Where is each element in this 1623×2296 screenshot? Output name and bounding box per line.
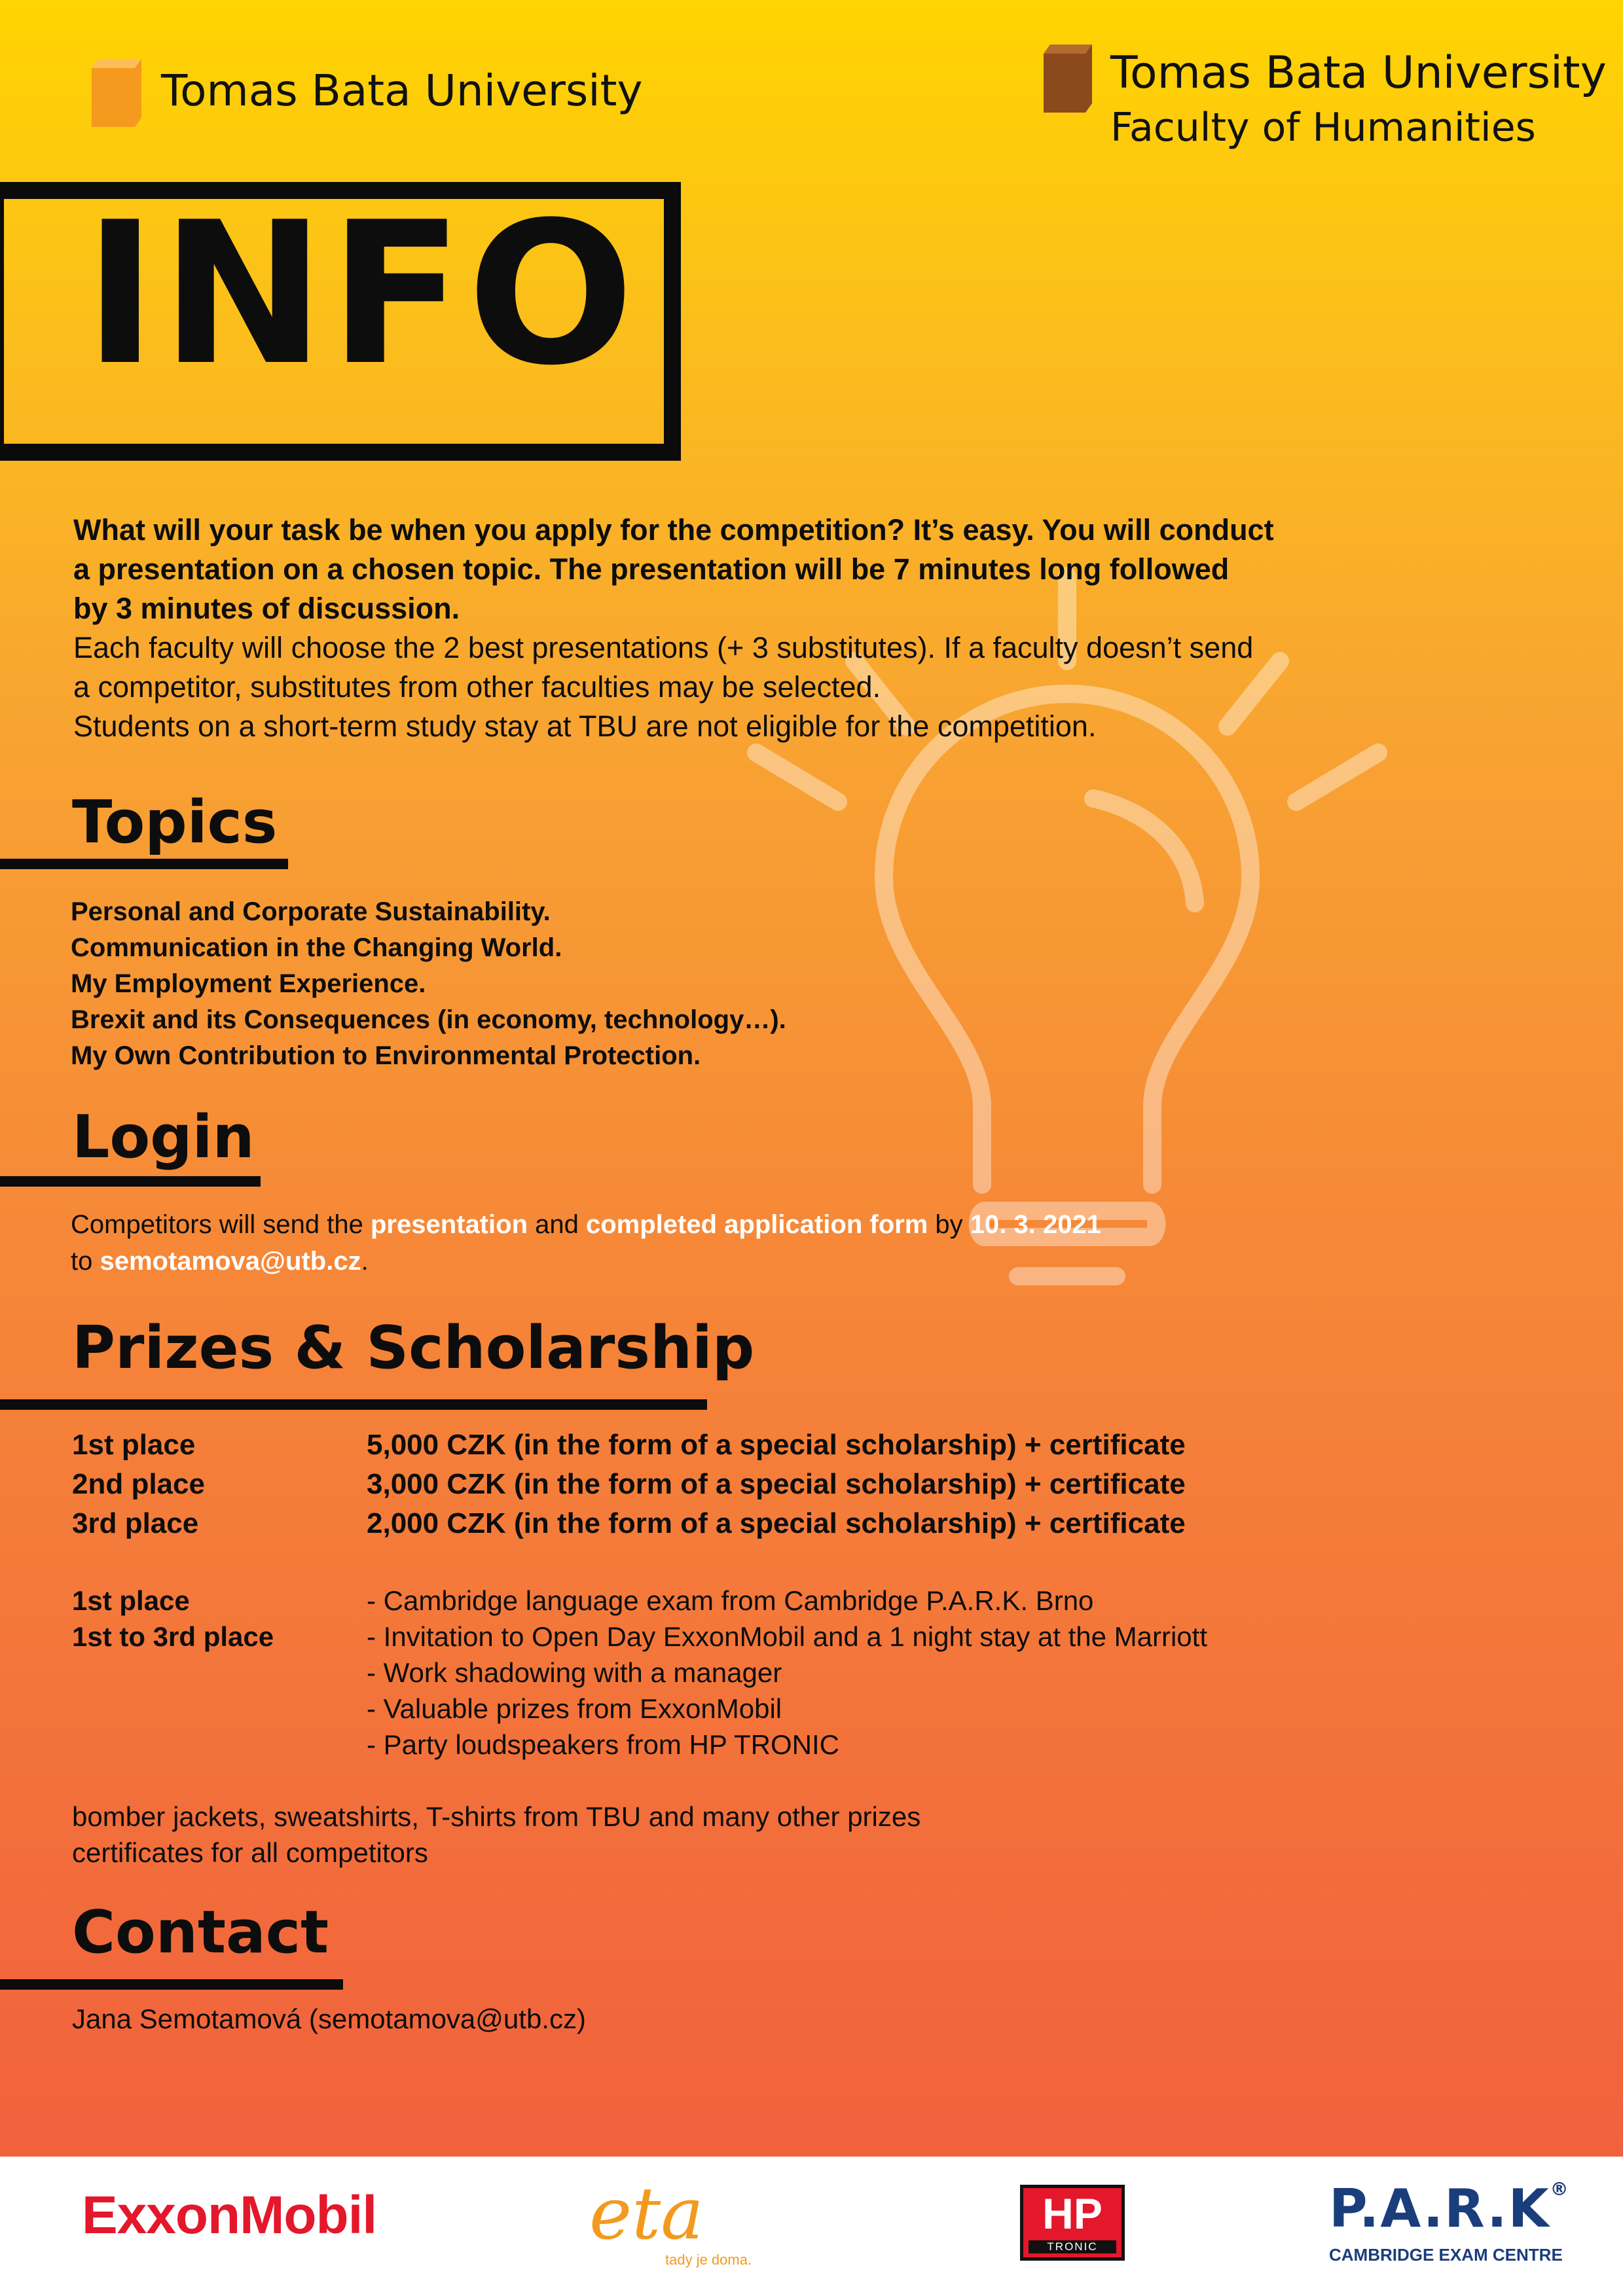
other-prize-labels — [72, 1583, 274, 1655]
contact-person: Jana Semotamová (semotamova@utb.cz) — [72, 2003, 586, 2034]
prize-place: 1st place — [72, 1429, 196, 1461]
topic-item: Brexit and its Consequences (in economy, technology…). — [71, 1005, 786, 1034]
topics-list — [71, 894, 786, 1074]
login-heading: Login — [72, 1103, 255, 1172]
registered-mark: ® — [1550, 2178, 1570, 2200]
page-title: INFO — [84, 180, 638, 408]
prize-amount: 3,000 CZK (in the form of a special scholarship) + certificate — [367, 1468, 1186, 1500]
park-logo-text: P.A.R.K — [1329, 2178, 1550, 2239]
park-logo — [1329, 2178, 1570, 2239]
contact-underline — [0, 1979, 343, 1990]
other-prize-item: - Work shadowing with a manager — [367, 1657, 782, 1688]
exxonmobil-logo: ExxonMobil — [82, 2185, 377, 2245]
other-prize-label: 1st place — [72, 1585, 190, 1616]
university-name-right: Tomas Bata University — [1110, 47, 1607, 99]
eta-tagline: tady je doma. — [665, 2251, 752, 2268]
other-prize-item: - Cambridge language exam from Cambridge P.A.R.K. Brno — [367, 1585, 1094, 1616]
other-prize-item: - Invitation to Open Day ExxonMobil and a 1 night stay at the Marriott — [367, 1621, 1207, 1652]
misc-prizes — [72, 1799, 921, 1871]
intro-bold-text — [73, 511, 1487, 628]
prize-place: 2nd place — [72, 1468, 205, 1500]
deadline-date: 10. 3. 2021 — [970, 1210, 1101, 1239]
email-link[interactable]: semotamova@utb.cz — [100, 1247, 361, 1276]
hp-tronic-logo — [1020, 2185, 1125, 2261]
login-text-part: to — [71, 1247, 100, 1276]
university-name-left: Tomas Bata University — [161, 65, 643, 116]
misc-prize-line: bomber jackets, sweatshirts, T-shirts from TBU and many other prizes — [72, 1801, 921, 1832]
book-icon — [1044, 45, 1092, 113]
intro-line: Students on a short-term study stay at TBU are not eligible for the competition. — [73, 709, 1097, 743]
login-underline — [0, 1176, 261, 1187]
prizes-heading: Prizes & Scholarship — [72, 1314, 755, 1382]
book-icon — [92, 59, 141, 127]
prize-place: 3rd place — [72, 1507, 199, 1539]
other-prize-label: 1st to 3rd place — [72, 1621, 274, 1652]
presentation-highlight: presentation — [370, 1210, 528, 1239]
login-text-part: by — [928, 1210, 970, 1239]
topic-item: Personal and Corporate Sustainability. — [71, 897, 551, 926]
topic-item: My Employment Experience. — [71, 969, 426, 998]
prize-amounts — [367, 1426, 1186, 1543]
intro-bold-line: a presentation on a chosen topic. The presentation will be 7 minutes long followed — [73, 552, 1230, 586]
hp-logo-text: HP — [1042, 2189, 1103, 2238]
login-text-part: and — [528, 1210, 586, 1239]
faculty-name: Faculty of Humanities — [1110, 105, 1536, 151]
intro-regular-text — [73, 628, 1487, 746]
topics-underline — [0, 859, 288, 869]
eta-logo: eta — [589, 2172, 704, 2255]
login-text — [71, 1206, 1101, 1280]
other-prize-item: - Party loudspeakers from HP TRONIC — [367, 1729, 839, 1760]
login-text-part: . — [361, 1247, 369, 1276]
login-text-part: Competitors will send the — [71, 1210, 371, 1239]
topics-heading: Topics — [72, 788, 278, 857]
intro-line: a competitor, substitutes from other faculties may be selected. — [73, 670, 881, 704]
prizes-underline — [0, 1399, 707, 1410]
prize-places — [72, 1426, 205, 1543]
topic-item: My Own Contribution to Environmental Protection. — [71, 1041, 701, 1070]
other-prize-item: - Valuable prizes from ExxonMobil — [367, 1693, 782, 1724]
application-form-highlight: completed application form — [585, 1210, 928, 1239]
other-prize-list — [367, 1583, 1207, 1763]
intro-bold-line: What will your task be when you apply for the competition? It’s easy. You will conduct — [73, 513, 1274, 547]
intro-line: Each faculty will choose the 2 best presentations (+ 3 substitutes). If a faculty doesn’t send — [73, 631, 1254, 664]
park-tagline: CAMBRIDGE EXAM CENTRE — [1329, 2245, 1563, 2265]
topic-item: Communication in the Changing World. — [71, 933, 562, 962]
misc-prize-line: certificates for all competitors — [72, 1837, 428, 1868]
intro-bold-line: by 3 minutes of discussion. — [73, 592, 460, 625]
prize-amount: 2,000 CZK (in the form of a special scholarship) + certificate — [367, 1507, 1186, 1539]
contact-heading: Contact — [72, 1898, 329, 1967]
prize-amount: 5,000 CZK (in the form of a special scholarship) + certificate — [367, 1429, 1186, 1461]
hp-logo-subtext: TRONIC — [1029, 2240, 1116, 2253]
